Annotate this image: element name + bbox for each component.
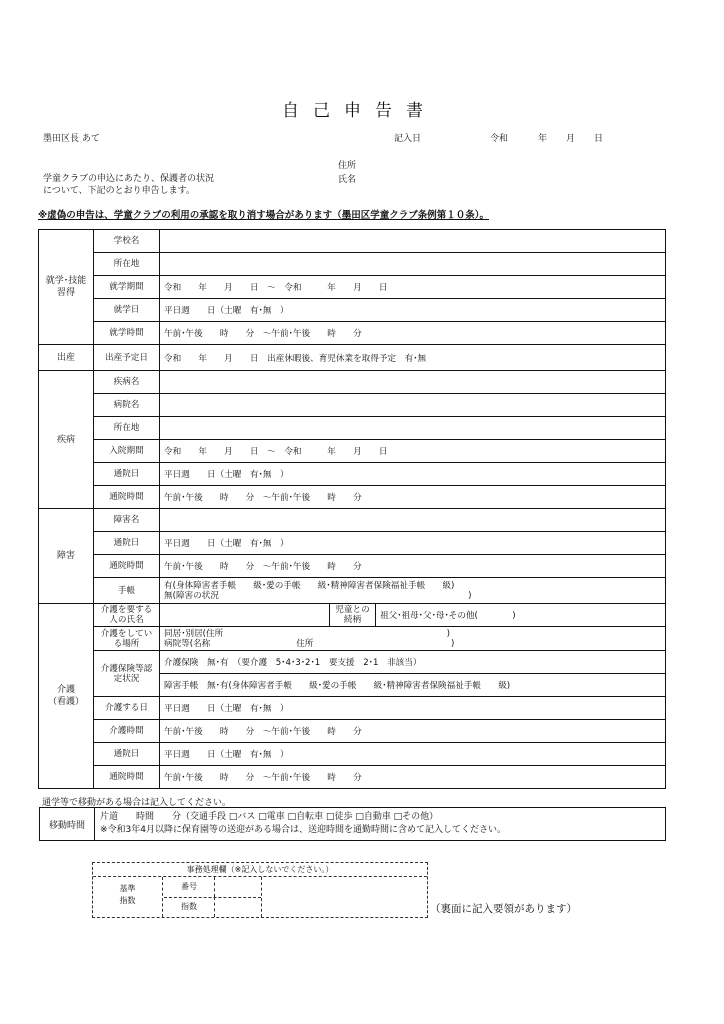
addressee: 墨田区長 あて	[43, 134, 100, 144]
care-hours-field[interactable]: 午前･午後 時 分 ～午前･午後 時 分	[160, 720, 666, 743]
commute-field[interactable]	[95, 808, 666, 841]
care-days-field[interactable]: 平日週 日（土曜 有･無 ）	[160, 697, 666, 720]
index-label: 指数	[164, 897, 215, 917]
birth-date-field[interactable]: 令和 年 月 日 出産休暇後、育児休業を取得予定 有･無	[160, 345, 666, 371]
commute-table	[39, 807, 666, 841]
hospital-location-label: 所在地	[94, 417, 160, 440]
section-study: 就学･技能習得	[39, 230, 94, 345]
commute-line-2: ※令和3年4月以降に保育園等の送迎がある場合は、送迎時間を通勤時間に含めて記入してください。	[100, 825, 506, 835]
number-label: 番号	[164, 877, 215, 897]
care-place-field[interactable]	[160, 627, 666, 651]
commute-line-1: 片道 時間 分（交通手段 □バス □電車 □自転車 □徒歩 □自動車 □その他）	[100, 812, 439, 822]
commute-note: 通学等で移動がある場合は記入してください。	[42, 798, 232, 808]
page-title: 自己申告書	[282, 101, 437, 121]
care-visit-hours-field[interactable]: 午前･午後 時 分 ～午前･午後 時 分	[160, 766, 666, 789]
admission-label: 入院期間	[94, 440, 160, 463]
school-field[interactable]	[160, 230, 666, 253]
insurance-label: 介護保険等認定状況	[94, 651, 160, 697]
declaration-table	[38, 229, 666, 789]
care-person-label: 介護を要する人の氏名	[94, 604, 160, 627]
name-label: 氏名	[338, 175, 357, 185]
office-header: 事務処理欄（※記入しないでください。）	[93, 863, 427, 877]
criteria-label: 基準 指数	[93, 877, 163, 917]
care-visit-hours-label: 通院時間	[94, 766, 160, 789]
study-period-label: 就学期間	[94, 276, 160, 299]
illness-visit-hours-label: 通院時間	[94, 486, 160, 509]
warning-note: ※虚偽の申告は、学童クラブの利用の承認を取り消す場合があります（墨田区学童クラブ条例第１０条）。	[38, 210, 489, 221]
disease-field[interactable]	[160, 371, 666, 394]
care-place-line-2: 病院等(名称 住所 )	[164, 638, 455, 649]
office-use-box	[92, 862, 428, 918]
study-days-field[interactable]: 平日週 日（土曜 有･無 ）	[160, 299, 666, 322]
disability-visit-days-label: 通院日	[94, 532, 160, 555]
birth-date-label: 出産予定日	[94, 345, 160, 371]
section-illness: 疾病	[39, 371, 94, 509]
commute-label: 移動時間	[40, 808, 95, 841]
disease-label: 疾病名	[94, 371, 160, 394]
intro-line-1: 学童クラブの申込にあたり、保護者の状況	[43, 174, 215, 184]
care-place-line-1: 同居･別居(住所 )	[164, 628, 451, 639]
school-label: 学校名	[94, 230, 160, 253]
care-person-field[interactable]	[160, 604, 330, 627]
handbook-line-2: 無(障害の状況 )	[164, 590, 472, 601]
date-year: 年	[538, 134, 548, 144]
section-birth: 出産	[39, 345, 94, 371]
section-disability: 障害	[39, 509, 94, 604]
care-visit-days-label: 通院日	[94, 743, 160, 766]
relation-label: 児童との続柄	[330, 604, 376, 627]
intro-line-2: について、下記のとおり申告します。	[43, 186, 195, 196]
handbook-label: 手帳	[94, 578, 160, 604]
study-location-field[interactable]	[160, 253, 666, 276]
care-visit-days-field[interactable]: 平日週 日（土曜 有･無 ）	[160, 743, 666, 766]
insurance-field[interactable]: 介護保険 無･有 （要介護 5･4･3･2･1 要支援 2･1 非該当）	[160, 651, 666, 674]
study-days-label: 就学日	[94, 299, 160, 322]
hospital-location-field[interactable]	[160, 417, 666, 440]
disability-visit-days-field[interactable]: 平日週 日（土曜 有･無 ）	[160, 532, 666, 555]
disability-name-label: 障害名	[94, 509, 160, 532]
care-days-label: 介護する日	[94, 697, 160, 720]
admission-field[interactable]: 令和 年 月 日 ～ 令和 年 月 日	[160, 440, 666, 463]
study-hours-field[interactable]: 午前･午後 時 分 ～午前･午後 時 分	[160, 322, 666, 345]
address-label: 住所	[338, 161, 357, 171]
disability-visit-hours-label: 通院時間	[94, 555, 160, 578]
care-handbook-field[interactable]: 障害手帳 無･有(身体障害者手帳 級･愛の手帳 級･精神障害者保険福祉手帳 級)	[160, 674, 666, 697]
illness-visit-days-label: 通院日	[94, 463, 160, 486]
date-month: 月	[566, 134, 576, 144]
illness-visit-days-field[interactable]: 平日週 日（土曜 有･無 ）	[160, 463, 666, 486]
study-period-field[interactable]: 令和 年 月 日 ～ 令和 年 月 日	[160, 276, 666, 299]
study-hours-label: 就学時間	[94, 322, 160, 345]
date-day: 日	[594, 134, 604, 144]
care-place-label: 介護をしている場所	[94, 627, 160, 651]
disability-visit-hours-field[interactable]: 午前･午後 時 分 ～午前･午後 時 分	[160, 555, 666, 578]
hospital-label: 病院名	[94, 394, 160, 417]
handbook-line-1: 有(身体障害者手帳 級･愛の手帳 級･精神障害者保険福祉手帳 級)	[164, 580, 455, 591]
date-era: 令和	[490, 134, 509, 144]
back-note: （裏面に記入要領があります）	[430, 903, 577, 915]
study-location-label: 所在地	[94, 253, 160, 276]
relation-field[interactable]: 祖父･祖母･父･母･その他( )	[376, 604, 666, 627]
handbook-field[interactable]	[160, 578, 666, 604]
illness-visit-hours-field[interactable]: 午前･午後 時 分 ～午前･午後 時 分	[160, 486, 666, 509]
disability-name-field[interactable]	[160, 509, 666, 532]
hospital-field[interactable]	[160, 394, 666, 417]
date-label: 記入日	[394, 134, 422, 144]
care-hours-label: 介護時間	[94, 720, 160, 743]
section-care: 介護 （看護）	[39, 604, 94, 789]
